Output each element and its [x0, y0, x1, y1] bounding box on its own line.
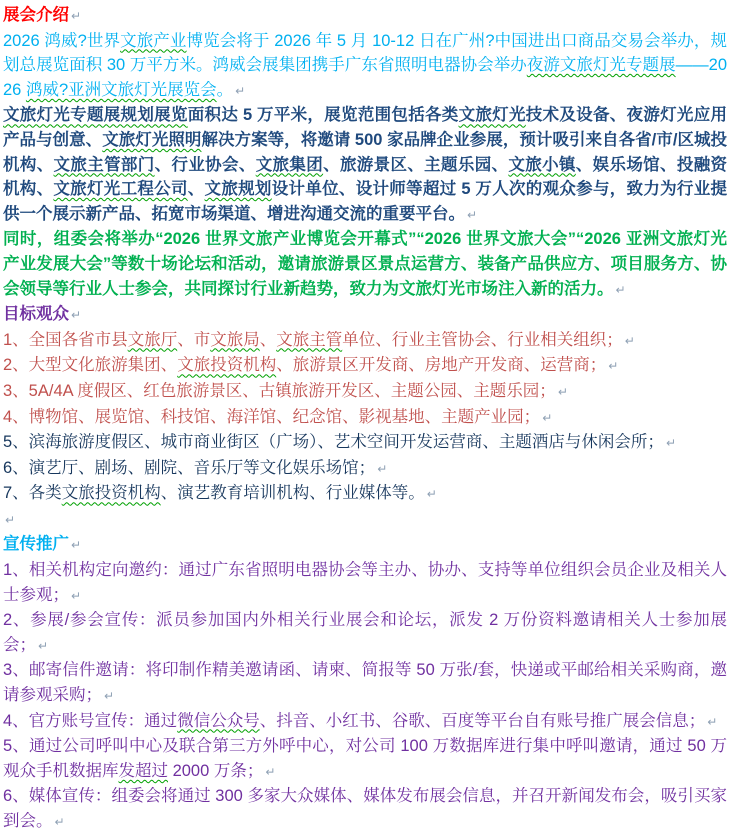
paragraph-mark-icon: ↵ — [71, 588, 82, 603]
text-run: ——2026 — [3, 56, 727, 99]
text-run: 6、演艺厅、剧场、剧院、音乐厅等文化娱乐场馆； — [3, 458, 376, 477]
text-run: 解决方案等，将邀请 500 家品牌企业参展，预计吸引来自各省/市/区城投机构、 — [3, 130, 728, 174]
audience-item-7 — [3, 481, 727, 507]
spellcheck-wavy-underline-text: 夜游文旅灯光专题展 — [526, 56, 676, 75]
text-run: 、 — [259, 330, 277, 349]
heading-exhibition-intro — [3, 3, 727, 29]
text-run: 展会介绍 — [3, 6, 69, 24]
promo-item-1 — [3, 558, 727, 608]
paragraph-mark-icon: ↵ — [467, 207, 478, 222]
spellcheck-wavy-underline-text: 文旅集团 — [255, 155, 324, 174]
promo-item-3 — [3, 658, 727, 708]
paragraph-mark-icon: ↵ — [104, 689, 115, 704]
spellcheck-wavy-underline-text: 文旅厅 — [127, 330, 178, 349]
text-run: 1、相关机构定向邀约：通过广东省照明电器协会等主办、协办、支持等单位组织会员企业及相关人士参观； — [3, 561, 727, 604]
spellcheck-wavy-underline-text: 文旅灯光专题展规划展览 — [3, 106, 188, 125]
text-run: 面积达 5 万平米，展览范围包括各类 — [187, 106, 459, 125]
text-run: 技术及设备、夜游灯光应用产品与创意、 — [3, 106, 727, 149]
text-run: 5、滨海旅游度假区、城市商业街区（广场）、艺术空间开发运营商、主题酒店与休闲会所； — [3, 433, 664, 452]
text-run: 、演艺教育培训机构、行业媒体等。 — [160, 484, 425, 503]
paragraph-mark-icon: ↵ — [557, 384, 568, 399]
paragraph-mark-icon: ↵ — [426, 487, 437, 502]
text-run: 单位、行业主管协会、行业相关组织； — [342, 330, 623, 349]
heading-promotion — [3, 532, 727, 558]
text-run: 2、参展/参会宣传：派员参加国内外相关行业展会和论坛，派发 2 万份资料邀请相关人士参加展会； — [3, 611, 727, 654]
audience-item-4 — [3, 405, 727, 431]
heading-target-audience — [3, 302, 727, 328]
text-run: 同时，组委会将举办“2026 世界文旅产业博览会开幕式”“2026 世界文旅大会”“2026 亚洲文旅灯光产业发展大会”等数十场论坛和活动，邀请旅游景区景点运营方、装备产品供应方、项目服务方、协会领导等行业人士参会，共同探讨行业新趋势，致力为文旅灯光市场注入新的活力。 — [3, 230, 727, 298]
text-run: 博览会将于 2026 年 5 月 10-12 日在广州?中国进出口商品交易会举办，规划总展览面积 30 万平方米。鸿威会展集团携手广东省照明电器协会举办 — [3, 31, 728, 75]
spellcheck-wavy-underline-text: 文旅主管部门 — [53, 155, 155, 174]
text-run: 6、媒体宣传：组委会将通过 300 多家大众媒体、媒体发布展会信息，并召开新闻发布会，吸引买家到会。 — [3, 787, 727, 830]
promo-item-5 — [3, 734, 727, 784]
paragraph-mark-icon: ↵ — [38, 638, 49, 653]
paragraph-mark-icon: ↵ — [5, 512, 16, 527]
text-run: 宣传推广 — [3, 535, 69, 554]
para-expo-overview — [3, 29, 727, 104]
text-run: 、旅游景区、主题乐园、 — [323, 155, 509, 174]
paragraph-mark-icon: ↵ — [542, 410, 553, 425]
para-empty — [3, 507, 727, 533]
text-run: 4、博物馆、展览馆、科技馆、海洋馆、纪念馆、影视基地、主题产业园； — [3, 407, 541, 426]
spellcheck-wavy-underline-text: 文旅灯光照明 — [102, 130, 202, 149]
audience-item-3 — [3, 379, 727, 405]
text-run: 4、官方账号宣传：通过 — [3, 711, 178, 730]
paragraph-mark-icon: ↵ — [665, 436, 676, 451]
spellcheck-wavy-underline-text: 文旅产业 — [120, 31, 187, 50]
text-run: 、行业协会、 — [154, 155, 256, 174]
paragraph-mark-icon: ↵ — [71, 9, 82, 23]
spellcheck-wavy-underline-text: 发超过 — [118, 761, 168, 780]
paragraph-mark-icon: ↵ — [71, 308, 82, 323]
paragraph-mark-icon: ↵ — [707, 714, 718, 729]
text-run: 3、5A/4A 度假区、红色旅游景区、古镇旅游开发区、主题公园、主题乐园； — [3, 381, 556, 400]
paragraph-mark-icon: ↵ — [377, 461, 388, 476]
paragraph-mark-icon: ↵ — [235, 83, 246, 98]
text-run: 5、通过公司呼叫中心及联合第三方外呼中心，对公司 100 万数据库进行集中呼叫邀请，通过 50 万观众手机数据库 — [3, 737, 727, 780]
text-run: 。 — [216, 80, 234, 99]
text-run: 2026 鸿威?世界 — [3, 31, 121, 50]
spellcheck-wavy-underline-text: 鸿威?亚洲文旅灯光展览会 — [25, 80, 217, 99]
audience-item-1 — [3, 328, 727, 354]
paragraph-mark-icon: ↵ — [54, 815, 65, 829]
spellcheck-wavy-underline-text: 文旅投资机构 — [177, 356, 277, 375]
para-concurrent-events — [3, 227, 727, 302]
text-run: 2000 万条； — [168, 761, 264, 780]
paragraph-mark-icon: ↵ — [624, 333, 635, 348]
spellcheck-wavy-underline-text: 文旅规划 — [204, 180, 272, 199]
spellcheck-wavy-underline-text: 文旅小镇 — [508, 155, 576, 174]
text-run: 、 — [187, 180, 205, 199]
text-run: 、娱乐场馆、投融资机构、 — [3, 155, 728, 199]
spellcheck-wavy-underline-text: 文旅局 — [210, 330, 260, 349]
paragraph-mark-icon: ↵ — [615, 282, 626, 297]
promo-item-2 — [3, 608, 727, 658]
audience-item-5 — [3, 430, 727, 456]
text-run: 、抖音、小红书、谷歌、百度等平台自有账号推广展会信息； — [259, 711, 706, 730]
text-run: 、市 — [177, 330, 211, 349]
spellcheck-wavy-underline-text: 微信公众号 — [177, 711, 260, 730]
spellcheck-wavy-underline-text: 文旅主管 — [276, 330, 343, 349]
text-run: 设计单位、设计师等超过 5 万人次的观众参与，致力为行业提供一个展示新产品、拓宽市场渠道、增进沟通交流的重要平台。 — [3, 180, 728, 223]
spellcheck-wavy-underline-text: 文旅灯光工程公司 — [53, 180, 188, 199]
paragraph-mark-icon: ↵ — [71, 538, 82, 553]
audience-item-6 — [3, 456, 727, 482]
audience-item-2 — [3, 353, 727, 379]
spellcheck-wavy-underline-text: 文旅投资机构 — [61, 484, 161, 503]
text-run: 1、全国各省市县 — [3, 330, 128, 349]
text-run: 3、邮寄信件邀请：将印制作精美邀请函、请柬、简报等 50 万张/套，快递或平邮给相关采购商，邀请参观采购； — [3, 661, 727, 705]
text-run: 2、大型文化旅游集团、 — [3, 356, 178, 375]
text-run: 7、各类 — [3, 484, 62, 503]
spellcheck-wavy-underline-text: 文旅灯光 — [458, 106, 526, 125]
para-lighting-expo-scale — [3, 103, 727, 227]
paragraph-mark-icon: ↵ — [608, 359, 619, 374]
paragraph-mark-icon: ↵ — [265, 764, 276, 779]
promo-item-4 — [3, 709, 727, 735]
text-run: 、旅游景区开发商、房地产开发商、运营商； — [276, 356, 607, 375]
document-body — [3, 3, 727, 835]
text-run: 目标观众 — [3, 305, 69, 324]
